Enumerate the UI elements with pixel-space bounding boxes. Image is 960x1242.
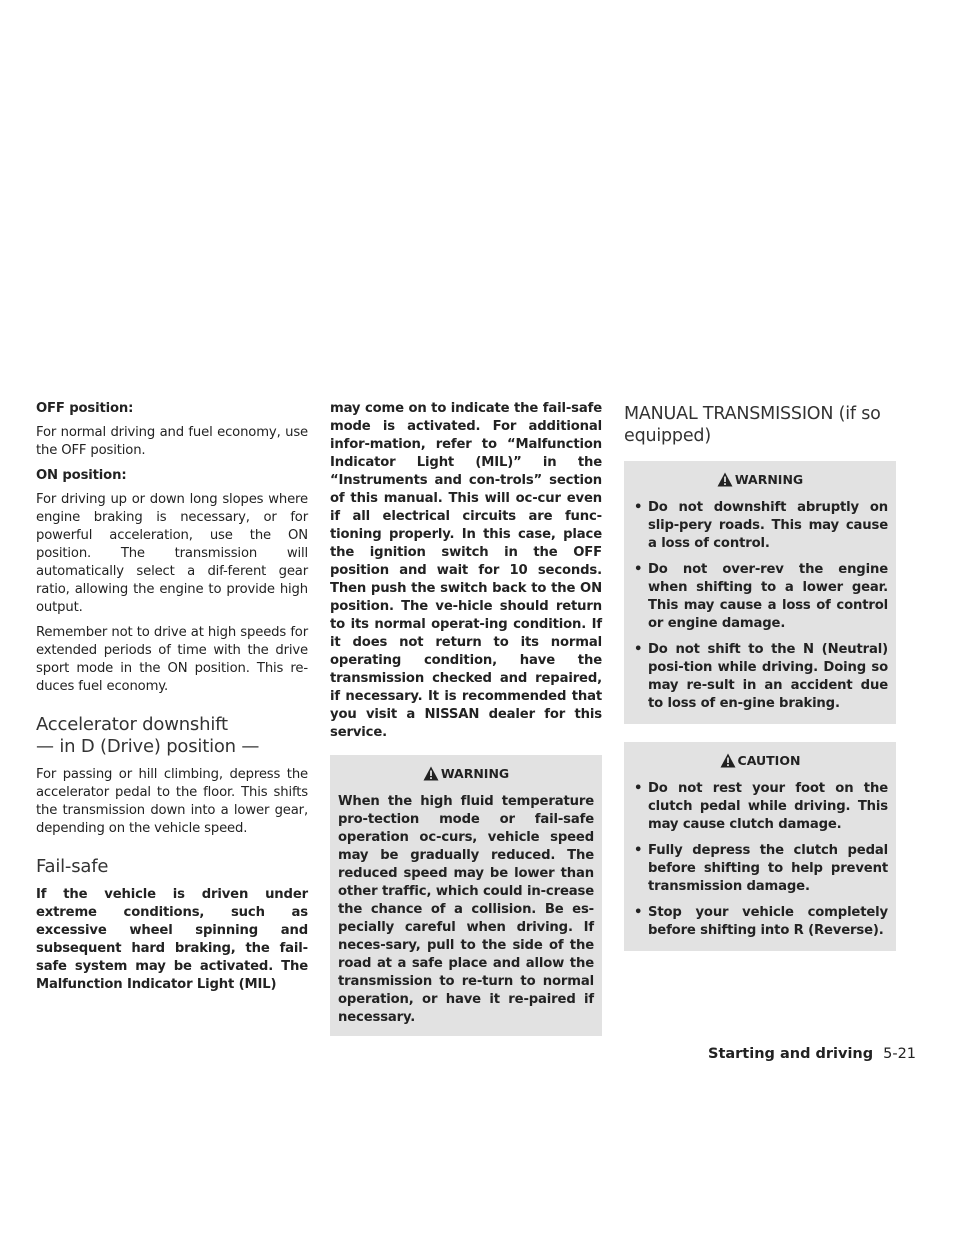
- warning-header: [632, 471, 888, 489]
- page-number: 5-21: [883, 1046, 917, 1062]
- accelerator-downshift-heading: [36, 714, 308, 758]
- off-position-text: For normal driving and fuel economy, use the OFF position.: [36, 425, 308, 458]
- bullet: •: [634, 500, 643, 515]
- on-position-label: ON position:: [36, 468, 127, 483]
- column-middle: [330, 400, 602, 1054]
- warning-label: WARNING: [734, 472, 804, 487]
- warning-list: [632, 499, 888, 713]
- list-item: • Do not rest your foot on the clutch pedal while driving. This may cause clutch damage.: [634, 781, 888, 832]
- page-footer: [708, 1046, 916, 1062]
- footer-section-title: Starting and driving: [708, 1046, 874, 1062]
- caution-label: CAUTION: [737, 753, 801, 768]
- caution-icon: [720, 753, 736, 768]
- remember-text: Remember not to drive at high speeds for extended periods of time with the drive sport mode in the ON position. This re-duces fuel economy.: [36, 625, 308, 694]
- caution-box-manual: [624, 742, 896, 951]
- warning-label: WARNING: [440, 766, 510, 781]
- list-item: • Do not over-rev the engine when shifting to a lower gear. This may cause a loss of control or engine damage.: [634, 562, 888, 631]
- accelerator-text: For passing or hill climbing, depress the accelerator pedal to the floor. This shifts the transmission down into a lower gear, depending on the vehicle speed.: [36, 767, 308, 836]
- column-left: [36, 400, 308, 1001]
- bullet: •: [634, 905, 643, 920]
- caution-header: [632, 752, 888, 770]
- fail-safe-text: If the vehicle is driven under extreme conditions, such as excessive wheel spinning and subsequent hard braking, the fail-safe system may be activated. The Malfunction Indicator Light (MIL): [36, 887, 308, 992]
- accelerator-heading-line1: Accelerator downshift: [36, 714, 228, 735]
- warning-text: When the high fluid temperature pro-tection mode or fail-safe operation oc-curs, vehicle speed may be gradually reduced. The reduced speed may be lower than other traffic, which could in-crease the chance of a collision. Be es-pecially careful when driving. If neces-sary, pull to the side of the road at a safe place and allow the transmission to re-turn to normal operation, or have it re-paired if necessary.: [338, 794, 594, 1025]
- list-item: • Fully depress the clutch pedal before shifting to help prevent transmission damage.: [634, 843, 888, 894]
- warning-icon: [717, 472, 733, 487]
- on-position-text: For driving up or down long slopes where engine braking is necessary, or for powerful acceleration, use the ON position. The transmission will automatically select a dif-ferent gear ratio, allowing the engine to provide high output.: [36, 492, 308, 615]
- fail-safe-heading: Fail-safe: [36, 856, 109, 877]
- warning-box-manual: [624, 461, 896, 724]
- warning-box-fail-safe: [330, 755, 602, 1036]
- list-item: • Do not shift to the N (Neutral) posi-tion while driving. Doing so may re-sult in an accident due to loss of en-gine braking.: [634, 642, 888, 711]
- bullet: •: [634, 781, 643, 796]
- list-item: • Do not downshift abruptly on slip-pery roads. This may cause a loss of control.: [634, 500, 888, 551]
- bullet: •: [634, 562, 643, 577]
- manual-transmission-heading: MANUAL TRANSMISSION (if so equipped): [624, 404, 881, 446]
- warning-header: [338, 765, 594, 783]
- bullet: •: [634, 642, 643, 657]
- fail-safe-continued-text: may come on to indicate the fail-safe mode is activated. For additional infor-mation, refer to “Malfunction Indicator Light (MIL)” in the “Instruments and con-trols” section of this manual. This will oc-cur even if all electrical circuits are func-tioning properly. In this case, place the ignition switch in the OFF position and wait for 10 seconds. Then push the switch back to the ON position. The ve-hicle should return to its normal operat-ing condition. If it does not return to its normal operating condition, have the transmission checked and repaired, if necessary. It is recommended that you visit a NISSAN dealer for this service.: [330, 401, 602, 740]
- off-position-label: OFF position:: [36, 401, 134, 416]
- caution-list: [632, 780, 888, 940]
- accelerator-heading-line2: — in D (Drive) position —: [36, 736, 260, 757]
- bullet: •: [634, 843, 643, 858]
- column-right: [624, 400, 896, 969]
- list-item: • Stop your vehicle completely before shifting into R (Reverse).: [634, 905, 888, 938]
- warning-icon: [423, 766, 439, 781]
